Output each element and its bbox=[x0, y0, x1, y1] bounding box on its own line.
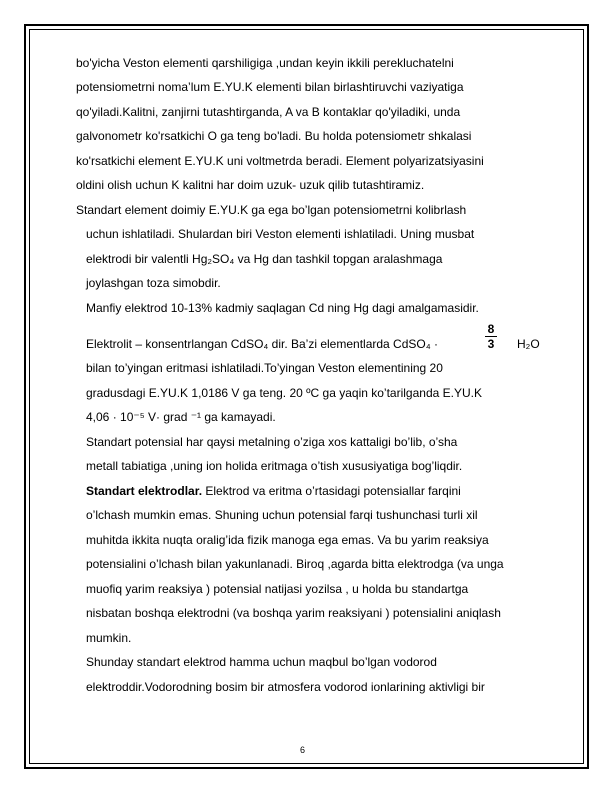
text-line: H₂O bbox=[517, 337, 540, 351]
text-line: bilan to’yingan eritmasi ishlatiladi.To’yingan Veston elementining 20 bbox=[86, 361, 443, 375]
text-line: joylashgan toza simobdir. bbox=[86, 276, 221, 290]
text-line bbox=[86, 484, 461, 498]
text-line: Standart potensial har qaysi metalning o’ziga xos kattaligi bo’lib, o’sha bbox=[86, 435, 458, 449]
text-line: gradusdagi E.YU.K 1,0186 V ga teng. 20 ºC ga yaqin ko’tarilganda E.YU.K bbox=[86, 386, 482, 400]
text-line: elektroddir.Vodorodning bosim bir atmosfera vodorod ionlarining aktivligi bir bbox=[86, 680, 485, 694]
page-number: 6 bbox=[300, 745, 306, 755]
text-line: metall tabiatiga ,uning ion holida eritmaga o’tish xususiyatiga bog’liqdir. bbox=[86, 459, 463, 473]
text-line: nisbatan boshqa elektrodni (va boshqa yarim reaksiyani ) potensialini aniqlash bbox=[86, 606, 501, 620]
text-line: bo'yicha Veston elementi qarshiligiga ,undan keyin ikkili perekluchatelni bbox=[76, 56, 454, 70]
text-line: mumkin. bbox=[86, 631, 132, 645]
fraction-numerator: 8 bbox=[487, 322, 495, 336]
text-line: o’lchash mumkin emas. Shuning uchun potensial farqi tushunchasi turli xil bbox=[86, 508, 478, 522]
text-line: Standart element doimiy E.YU.K ga ega bo’lgan potensiometrni kolibrlash bbox=[76, 203, 467, 217]
text-line: elektrodi bir valentli Hg₂SO₄ va Hg dan tashkil topgan aralashmaga bbox=[86, 252, 443, 266]
text-line: ko'rsatkichi element E.YU.K uni voltmetrda beradi. Element polyarizatsiyasini bbox=[76, 154, 484, 168]
text-line: galvonometr ko'rsatkichi O ga teng bo'ladi. Bu holda potensiometr shkalasi bbox=[76, 129, 472, 143]
text-line: Shunday standart elektrod hamma uchun maqbul bo’lgan vodorod bbox=[86, 655, 437, 669]
text-line: 4,06 · 10⁻⁵ V· grad ⁻¹ ga kamayadi. bbox=[86, 410, 276, 424]
section-heading: Standart elektrodlar. bbox=[86, 484, 203, 498]
text-line: Elektrolit – konsentrlangan CdSO₄ dir. Ba’zi elementlarda CdSO₄ · bbox=[86, 337, 438, 351]
text-line: muhitda ikkita nuqta oralig’ida fizik manoga ega emas. Va bu yarim reaksiya bbox=[86, 533, 489, 547]
text-line: Manfiy elektrod 10-13% kadmiy saqlagan Cd ning Hg dagi amalgamasidir. bbox=[86, 301, 479, 315]
text-line: uchun ishlatiladi. Shulardan biri Veston elementi ishlatiladi. Uning musbat bbox=[86, 227, 475, 241]
text-line: oldini olish uchun K kalitni har doim uzuk- uzuk qilib tutashtiramiz. bbox=[76, 178, 425, 192]
fraction bbox=[484, 322, 498, 352]
fraction-denominator: 3 bbox=[487, 337, 495, 351]
text-line: muofiq yarim reaksiya ) potensial natijasi yozilsa , u holda bu standartga bbox=[86, 582, 469, 596]
text-line: potensiometrni noma’lum E.YU.K elementi bilan birlashtiruvchi vaziyatiga bbox=[76, 80, 464, 94]
text-line: potensialini o’lchash bilan yakunlanadi. Biroq ,agarda bitta elektrodga (va unga bbox=[86, 557, 504, 571]
text-line: qo'yiladi.Kalitni, zanjirni tutashtirganda, A va B kontaklar qo'yiladiki, unda bbox=[76, 105, 461, 119]
text-span: Elektrod va eritma o’rtasidagi potensiallar farqini bbox=[202, 484, 461, 498]
